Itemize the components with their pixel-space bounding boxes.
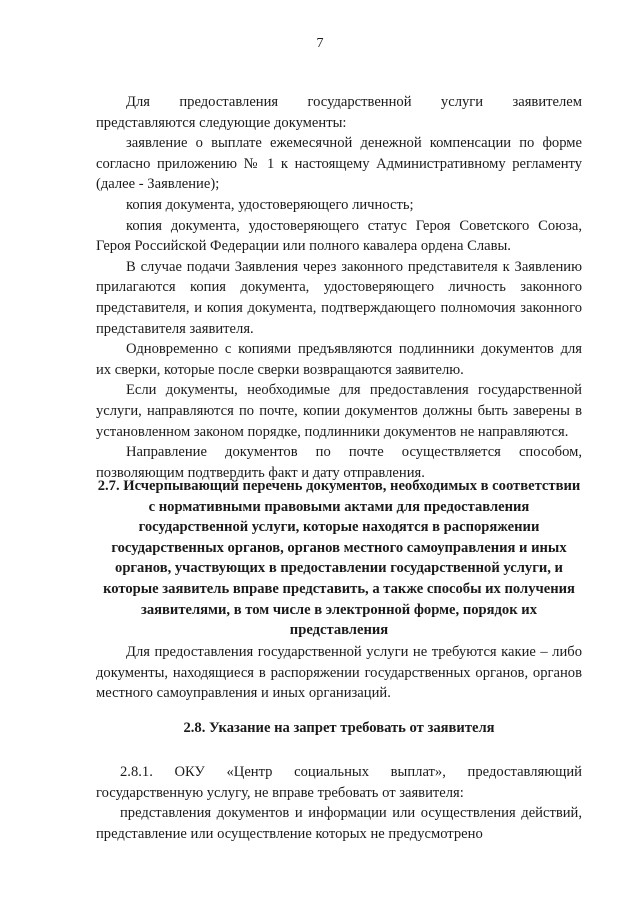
section-2-7-text: Для предоставления государственной услуги не требуются какие – либо документы, находящиеся в распоряжении государственных органов, органов местного самоуправления и иных организаций. xyxy=(96,644,582,702)
page-number: 7 xyxy=(316,36,324,51)
section-2-8-body xyxy=(96,762,582,844)
section-2-8-paragraph: представления документов и информации или осуществления действий, представление или осуществление которых не предусмотрено xyxy=(96,805,582,842)
intro-paragraph: В случае подачи Заявления через законного представителя к Заявлению прилагаются копия документа, удостоверяющего личность законного представителя, и копия документа, подтверждающего полномочия законного представителя заявителя. xyxy=(96,258,582,337)
intro-paragraph: копия документа, удостоверяющего личность; xyxy=(126,196,414,213)
intro-paragraph: копия документа, удостоверяющего статус Героя Советского Союза, Героя Российской Федерации или полного кавалера ордена Славы. xyxy=(96,217,582,255)
intro-block xyxy=(96,92,582,483)
intro-paragraph: заявление о выплате ежемесячной денежной компенсации по форме согласно приложению № 1 к настоящему Административному регламенту (далее - Заявление); xyxy=(96,135,582,193)
section-2-7-body xyxy=(96,642,582,704)
intro-paragraph: Направление документов по почте осуществляется способом, позволяющим подтвердить факт и дату отправления. xyxy=(96,444,582,481)
section-2-7-heading: 2.7. Исчерпывающий перечень документов, необходимых в соответствии с нормативными правовыми актами для предоставления государственной услуги, которые находятся в распоряжении государственных органов, органов местного самоуправления и иных органов, участвующих в предоставлении государственной услуги, и которые заявитель вправе представить, а также способы их получения заявителями, в том числе в электронной форме, порядок их представления xyxy=(97,478,581,639)
section-2-8-heading: 2.8. Указание на запрет требовать от заявителя xyxy=(183,720,495,736)
intro-paragraph: Если документы, необходимые для предоставления государственной услуги, направляются по почте, копии документов должны быть заверены в установленном законом порядке, подлинники документов не направляются. xyxy=(96,382,582,440)
intro-paragraph: Одновременно с копиями предъявляются подлинники документов для их сверки, которые после сверки возвращаются заявителю. xyxy=(96,341,582,378)
intro-paragraph: Для предоставления государственной услуги заявителем представляются следующие документы: xyxy=(96,94,582,131)
section-2-8-paragraph: 2.8.1. ОКУ «Центр социальных выплат», предоставляющий государственную услугу, не вправе требовать от заявителя: xyxy=(96,764,582,801)
